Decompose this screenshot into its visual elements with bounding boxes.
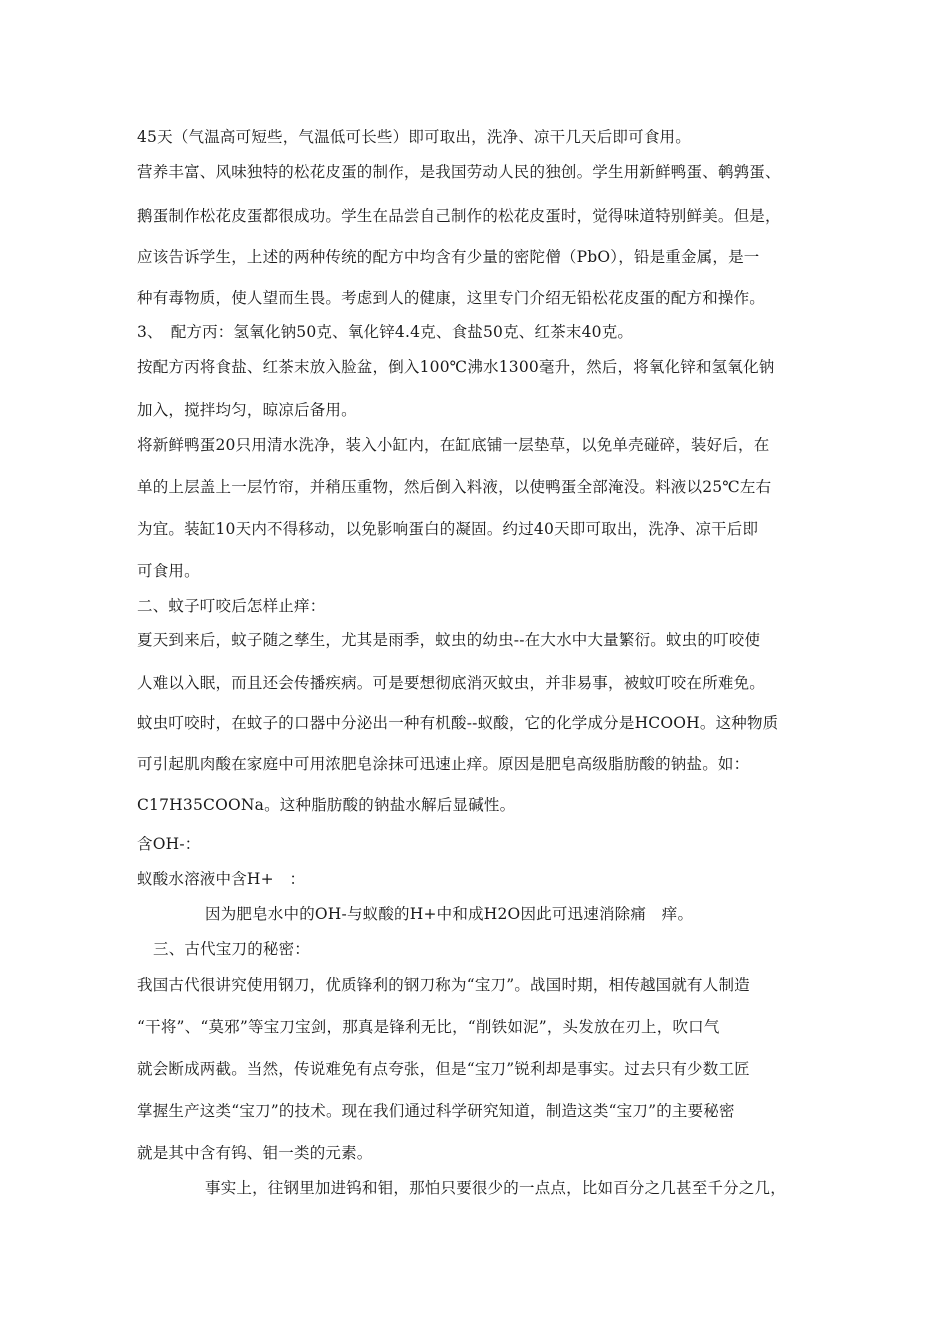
section-heading: 三、古代宝刀的秘密：	[153, 940, 311, 958]
section-heading: 3、 配方丙：氢氧化钠50克、氧化锌4.4克、食盐50克、红茶末40克。	[137, 323, 634, 341]
text-line: 蚊虫叮咬时，在蚊子的口器中分泌出一种有机酸--蚁酸，它的化学成分是HCOOH。这种物质	[137, 714, 779, 732]
text-line: 掌握生产这类“宝刀”的技术。现在我们通过科学研究知道，制造这类“宝刀”的主要秘密	[137, 1102, 735, 1120]
text-line: 单的上层盖上一层竹帘，并稍压重物，然后倒入料液，以使鸭蛋全部淹没。料液以25℃左右	[137, 478, 772, 496]
text-line: 含OH-：	[137, 835, 201, 853]
text-line: 人难以入眠，而且还会传播疾病。可是要想彻底消灭蚊虫，并非易事，被蚊叮咬在所难免。	[137, 674, 766, 692]
text-line: 45天（气温高可短些，气温低可长些）即可取出，洗净、凉干几天后即可食用。	[137, 128, 691, 146]
text-line: 鹅蛋制作松花皮蛋都很成功。学生在品尝自己制作的松花皮蛋时，觉得味道特别鲜美。但是，	[137, 207, 781, 225]
text-line: 应该告诉学生，上述的两种传统的配方中均含有少量的密陀僧（PbO），铅是重金属，是一	[137, 248, 760, 266]
text-line: “干将”、“莫邪”等宝刀宝剑，那真是锋利无比，“削铁如泥”，头发放在刃上，吹口气	[137, 1018, 720, 1036]
text-line: 营养丰富、风味独特的松花皮蛋的制作，是我国劳动人民的独创。学生用新鲜鸭蛋、鹌鹑蛋、	[137, 163, 781, 181]
text-line: 就是其中含有钨、钼一类的元素。	[137, 1144, 373, 1162]
text-line: 夏天到来后，蚊子随之孳生，尤其是雨季，蚊虫的幼虫--在大水中大量繁衍。蚊虫的叮咬使	[137, 631, 761, 649]
text-line: C17H35COONa。这种脂肪酸的钠盐水解后显碱性。	[137, 796, 516, 814]
text-line: 按配方丙将食盐、红茶末放入脸盆，倒入100℃沸水1300毫升，然后，将氧化锌和氢氧化钠	[137, 358, 775, 376]
text-line: 可食用。	[137, 562, 200, 580]
text-line: 将新鲜鸭蛋20只用清水洗净，装入小缸内，在缸底铺一层垫草，以免单壳碰碎，装好后，在	[137, 436, 770, 454]
text-line: 我国古代很讲究使用钢刀，优质锋利的钢刀称为“宝刀”。战国时期，相传越国就有人制造	[137, 976, 750, 994]
text-line: 为宜。装缸10天内不得移动，以免影响蛋白的凝固。约过40天即可取出，洗净、凉干后即	[137, 520, 759, 538]
text-line: 种有毒物质，使人望而生畏。考虑到人的健康，这里专门介绍无铅松花皮蛋的配方和操作。	[137, 289, 766, 307]
text-line: 就会断成两截。当然，传说难免有点夸张，但是“宝刀”锐利却是事实。过去只有少数工匠	[137, 1060, 750, 1078]
text-line: 可引起肌肉酸在家庭中可用浓肥皂涂抹可迅速止痒。原因是肥皂高级脂肪酸的钠盐。如：	[137, 755, 750, 773]
section-heading: 二、蚊子叮咬后怎样止痒：	[137, 597, 326, 615]
text-line: 蚁酸水溶液中含H+ ：	[137, 870, 306, 888]
text-line: 事实上，往钢里加进钨和钼，那怕只要很少的一点点，比如百分之几甚至千分之几，	[205, 1179, 786, 1197]
text-line: 加入，搅拌均匀，晾凉后备用。	[137, 401, 357, 419]
text-line: 因为肥皂水中的OH-与蚁酸的H+中和成H2O因此可迅速消除痛 痒。	[205, 905, 694, 923]
